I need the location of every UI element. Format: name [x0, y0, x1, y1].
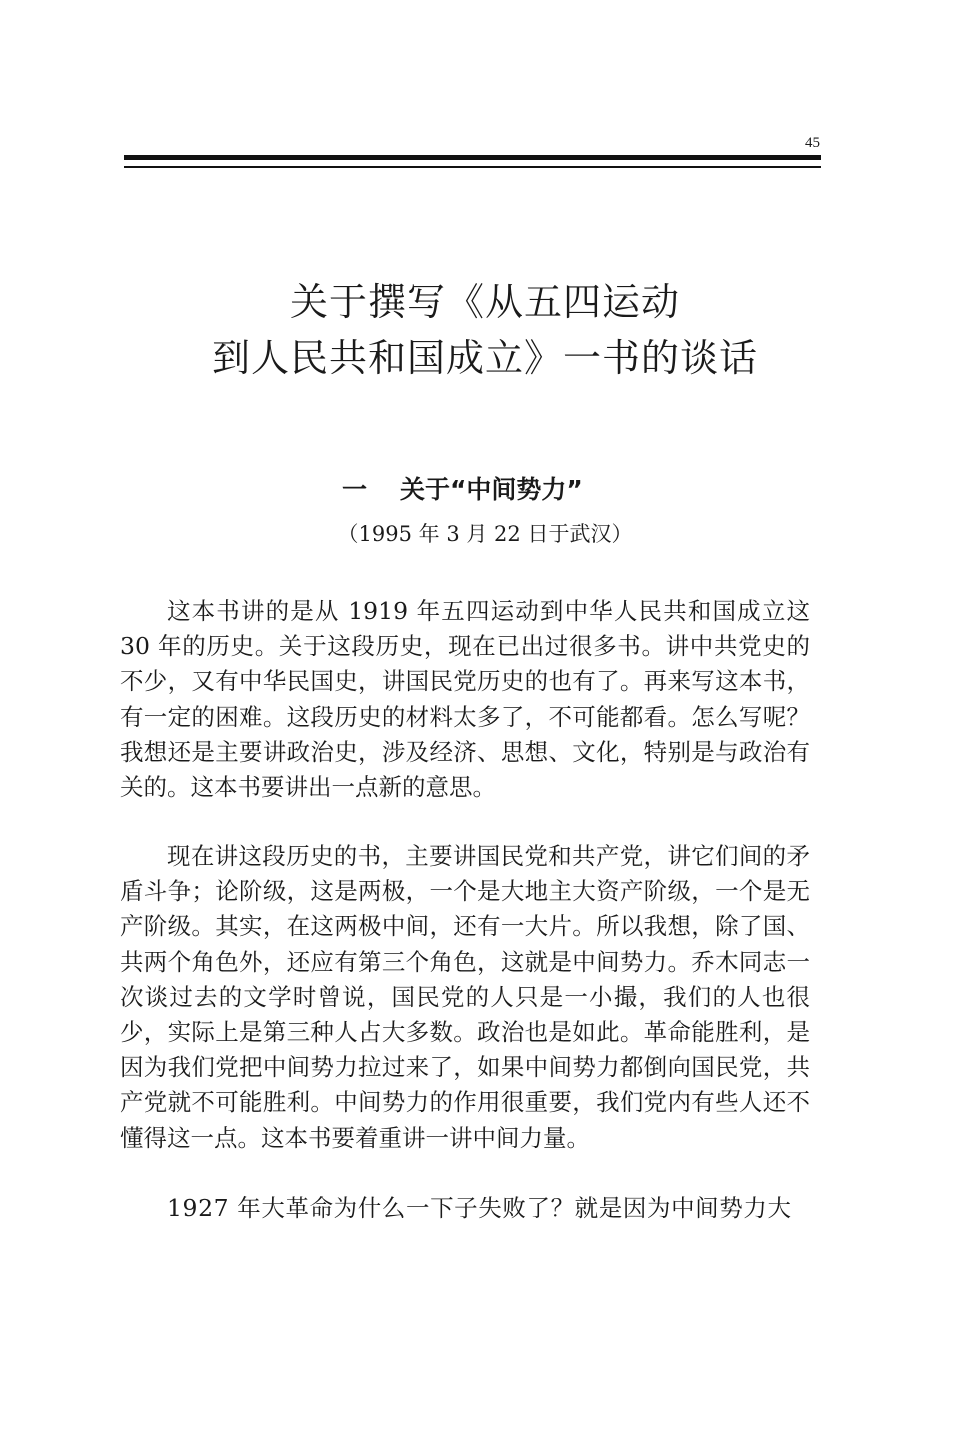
article-title-line-1: 关于撰写《从五四运动 — [289, 280, 680, 324]
body-paragraph-3 — [120, 1191, 810, 1228]
article-title-line-2: 到人民共和国成立》一书的谈话 — [211, 336, 758, 380]
body-paragraph-1 — [120, 594, 810, 807]
paragraph-text: 现在讲这段历史的书，主要讲国民党和共产党，讲它们间的矛盾斗争；论阶级，这是两极，一个是大地主大资产阶级，一个是无产阶级。其实，在这两极中间，还有一大片。所以我想，除了国、共两个角色外，还应有第三个角色，这就是中间势力。乔木同志一次谈过去的文学时曾说，国民党的人只是一小撮，我们的人也很少，实际上是第三种人占大多数。政治也是如此。革命能胜利，是因为我们党把中间势力拉过来了，如果中间势力都倒向国民党，共产党就不可能胜利。中间势力的作用很重要，我们党内有些人还不懂得这一点。这本书要着重讲一讲中间力量。 — [120, 842, 810, 1152]
section-number: 一 — [342, 475, 368, 504]
paragraph-text: 这本书讲的是从 1919 年五四运动到中华人民共和国成立这 30 年的历史。关于这段历史，现在已出过很多书。讲中共党史的不少，又有中华民国史，讲国民党历史的也有了。再来写这本书，有一定的困难。这段历史的材料太多了，不可能都看。怎么写呢？我想还是主要讲政治史，涉及经济、思想、文化，特别是与政治有关的。这本书要讲出一点新的意思。 — [120, 597, 810, 802]
section-date: （1995 年 3 月 22 日于武汉） — [337, 522, 633, 546]
body-paragraph-2 — [120, 839, 810, 1158]
page-number: 45 — [805, 135, 820, 151]
section-heading — [342, 474, 672, 506]
header-rule-thin — [124, 166, 821, 168]
section-heading-text: 关于“中间势力” — [400, 475, 583, 504]
paragraph-text: 1927 年大革命为什么一下子失败了？就是因为中间势力大 — [167, 1194, 792, 1222]
header-rule-thick — [124, 155, 821, 160]
